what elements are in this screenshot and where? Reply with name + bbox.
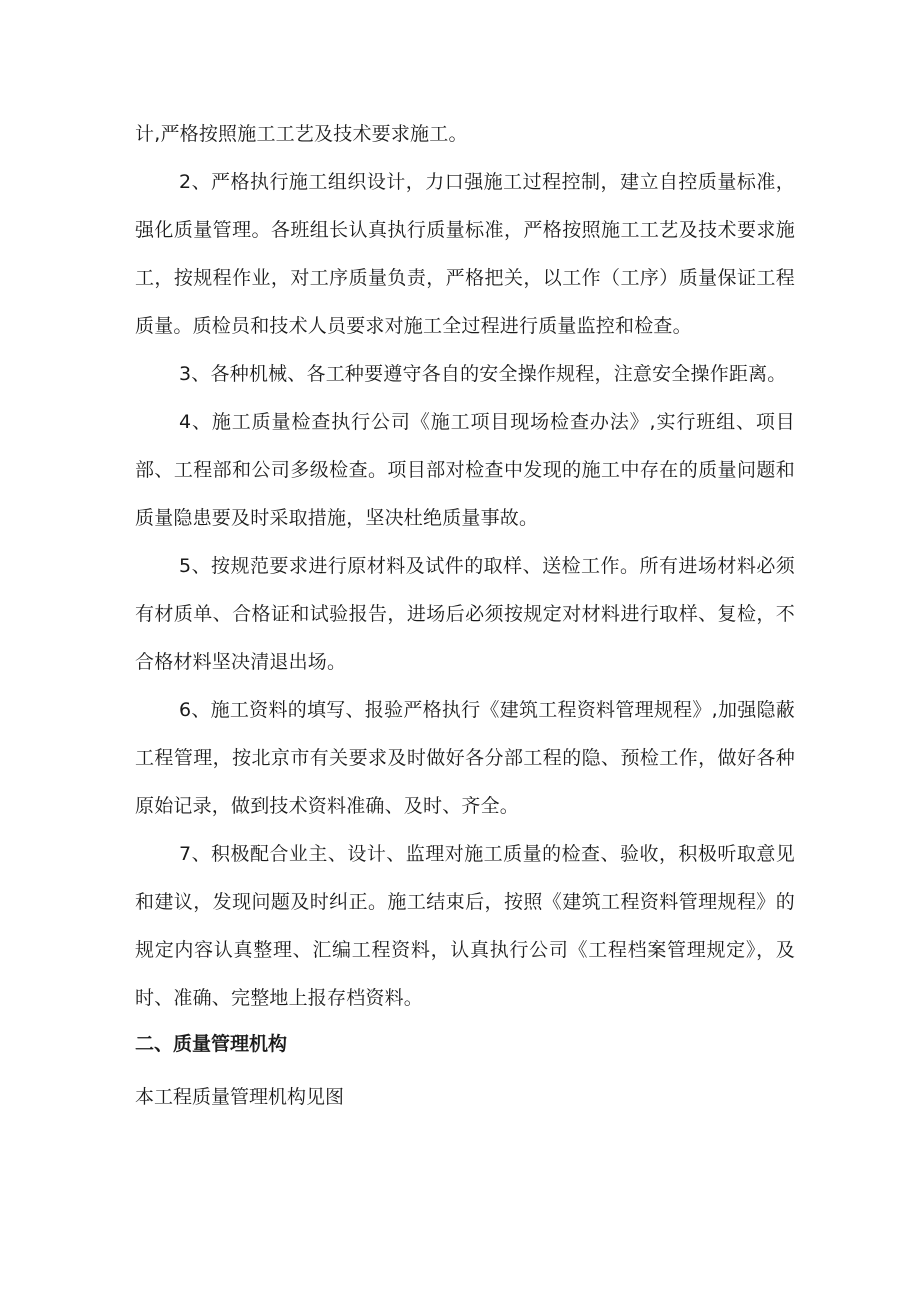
paragraph-continuation: 计,严格按照施工工艺及技术要求施工。 — [135, 123, 468, 145]
paragraph-item-6: 6、施工资料的填写、报验严格执行《建筑工程资料管理规程》,加强隐蔽工程管理，按北京市有关要求及时做好各分部工程的隐、预检工作，做好各种原始记录，做到技术资料准确、及时、齐全。 — [135, 699, 795, 817]
paragraph-item-2: 2、严格执行施工组织设计，力口强施工过程控制，建立自控质量标准，强化质量管理。各班组长认真执行质量标准，严格按照施工工艺及技术要求施工，按规程作业，对工序质量负责，严格把关，以工作（工序）质量保证工程质量。质检员和技术人员要求对施工全过程进行质量监控和检查。 — [135, 171, 795, 337]
paragraph-item-5: 5、按规范要求进行原材料及试件的取样、送检工作。所有进场材料必须有材质单、合格证和试验报告，进场后必须按规定对材料进行取样、复检，不合格材料坚决清退出场。 — [135, 555, 795, 673]
figure-caption: 本工程质量管理机构见图 — [135, 1086, 345, 1108]
paragraph-item-7: 7、积极配合业主、设计、监理对施工质量的检查、验收，积极听取意见和建议，发现问题及时纠正。施工结束后，按照《建筑工程资料管理规程》的规定内容认真整理、汇编工程资料，认真执行公司《工程档案管理规定》，及时、准确、完整地上报存档资料。 — [135, 843, 795, 1009]
section-heading: 二、质量管理机构 — [135, 1033, 288, 1055]
paragraph-item-4: 4、施工质量检查执行公司《施工项目现场检查办法》,实行班组、项目部、工程部和公司多级检查。项目部对检查中发现的施工中存在的质量问题和质量隐患要及时采取措施，坚决杜绝质量事故。 — [135, 411, 795, 529]
paragraph-item-3: 3、各种机械、各工种要遵守各自的安全操作规程，注意安全操作距离。 — [179, 363, 787, 385]
